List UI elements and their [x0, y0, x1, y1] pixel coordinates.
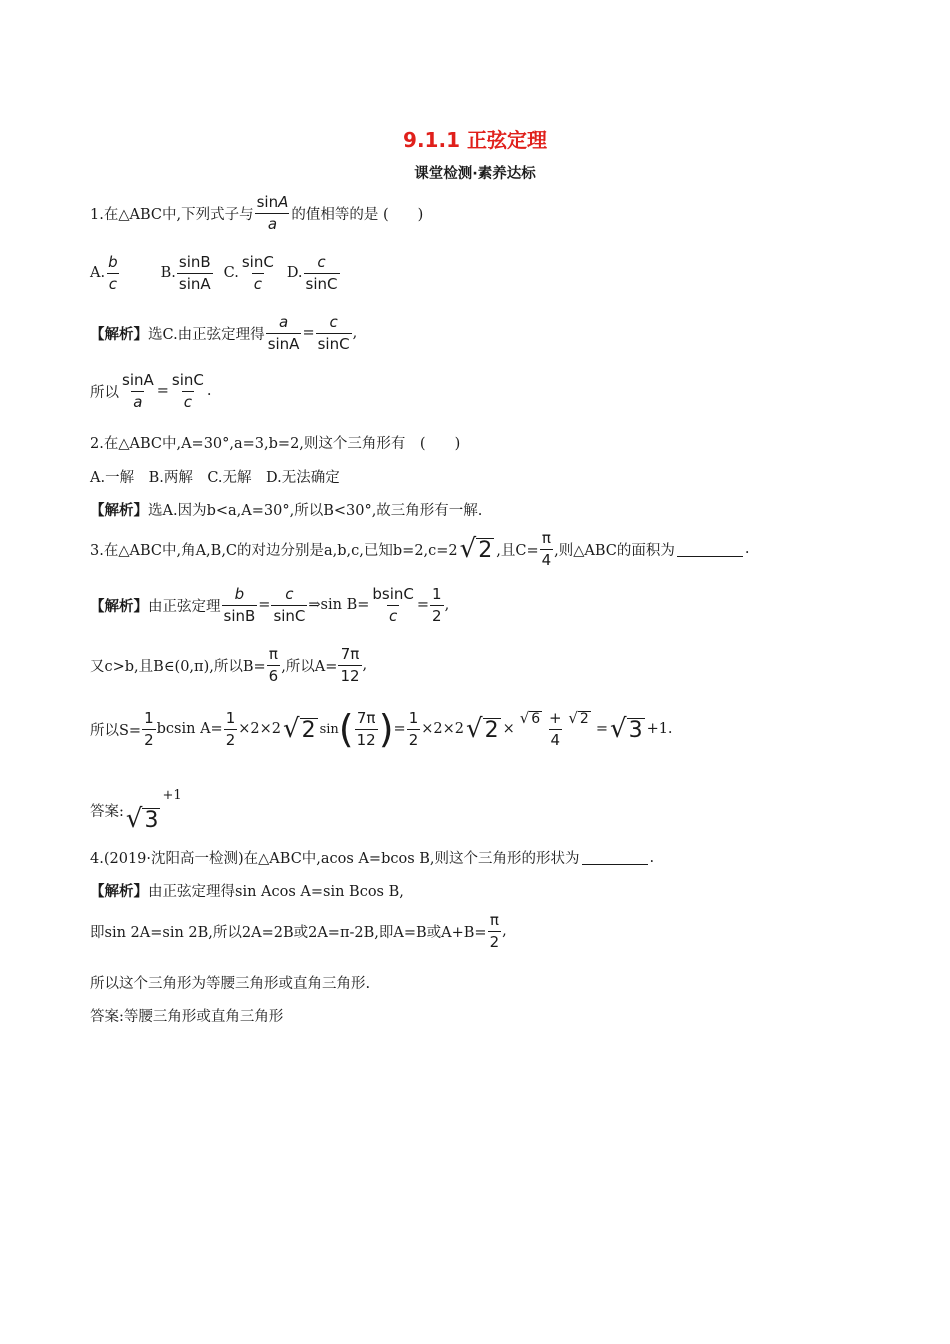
q1-sol2-eq: =	[156, 383, 169, 399]
q3-seven-pi-12	[355, 710, 378, 748]
q2-options: A.一解 B.两解 C.无解 D.无法确定	[90, 470, 340, 486]
q3-sol-f4	[430, 586, 444, 624]
q3-times-2-2-a: ×2×2	[238, 721, 281, 737]
q3-half-1	[142, 710, 156, 748]
q4-line2: 即sin 2A=sin 2B,所以2A=2B或2A=π-2B,即A=B或A+B=	[90, 924, 487, 941]
q3-stem-prefix: 3.在△ABC中,角A,B,C的对边分别是a,b,c,已知b=2,c=2	[90, 542, 458, 559]
q1-frac-num-var: A	[278, 193, 289, 211]
q1-sol-f2-den: sinC	[317, 334, 350, 353]
q3-sqrt-2	[460, 536, 495, 562]
q3-line2-b: ,所以A=	[281, 658, 338, 675]
q3-arrow: ⇒sin B=	[308, 597, 370, 613]
q3-half-1-num: 1	[144, 709, 154, 727]
q3-eq-3: =	[393, 721, 406, 737]
q1-sol-fraction-2	[316, 314, 352, 352]
q1-option-a-label: A.	[90, 265, 106, 281]
q2-solution	[90, 499, 482, 520]
q1-option-d-fraction	[304, 254, 340, 292]
q3-line3-b: bcsin A=	[156, 721, 223, 737]
q3-sol-end: ,	[444, 597, 450, 613]
q3-sol-f3	[370, 586, 415, 624]
q3-sf2-den: sinC	[273, 606, 306, 625]
q1-sol-f1-num: a	[278, 313, 289, 331]
q3-sqrt-2-small-radicand: 2	[579, 710, 589, 727]
q3-solution-text: 由正弦定理	[148, 598, 221, 615]
q4-solution-label: 【解析】	[90, 883, 148, 900]
q3-answer	[90, 788, 182, 832]
q3-right-paren: )	[378, 707, 394, 751]
q3-half-3-den: 2	[408, 730, 419, 749]
q3-sqrt-6	[520, 711, 542, 727]
q3-sf1-den: sinB	[223, 606, 256, 625]
q3-left-paren: (	[338, 707, 354, 751]
q3-solution-1	[90, 586, 449, 624]
sqrt-symbol: √	[459, 534, 477, 564]
q1-option-b-fraction	[177, 254, 213, 292]
q1-frac-den: a	[255, 213, 289, 233]
q3-sqrt-2-c	[466, 716, 501, 742]
q3-times-2-2-b: ×2×2	[421, 721, 464, 737]
q3-sf4-den: 2	[432, 606, 442, 625]
q3-sf4-num: 1	[432, 585, 442, 603]
q3-solution-label: 【解析】	[90, 597, 148, 615]
q1-stem	[90, 194, 423, 232]
q3-solution-3	[90, 707, 673, 751]
q1-solution	[90, 314, 357, 352]
q3-sol-f1	[222, 586, 258, 624]
q1-option-a-fraction	[106, 254, 120, 292]
q4-solution-2	[90, 912, 507, 950]
q3-line2-a: 又c>b,且B∈(0,π),所以B=	[90, 658, 266, 675]
q3-seven-pi-num: 7π	[356, 709, 376, 727]
q3-line3-a: 所以S=	[90, 722, 142, 739]
q4-solution-3: 所以这个三角形为等腰三角形或直角三角形.	[90, 976, 371, 992]
q3-half-1-den: 2	[144, 730, 154, 749]
q3-sf1-num: b	[234, 585, 245, 603]
q1-solution-2	[90, 372, 212, 410]
q3-c-num: π	[541, 529, 551, 547]
q3-b-den: 6	[268, 666, 279, 685]
q3-plus-one: +1.	[646, 721, 673, 737]
q3-sqrt-2-b	[283, 716, 318, 742]
q3-times: ×	[502, 721, 515, 737]
q4-stem	[90, 847, 654, 868]
q1-sol2-fraction-2	[170, 372, 206, 410]
q1-option-d-label: D.	[286, 265, 303, 281]
q3-sin-text: sin	[319, 721, 339, 737]
q1-sol-end: ,	[352, 325, 358, 341]
q3-sqrt-3	[610, 716, 645, 742]
q3-seven-pi-den: 12	[356, 730, 376, 749]
sqrt-symbol: √	[609, 714, 627, 744]
q3-sum-fraction	[516, 710, 595, 748]
sqrt-symbol: √	[465, 714, 483, 744]
q3-sum-num	[516, 710, 595, 729]
q3-a-num: 7π	[340, 645, 360, 663]
q2-solution-text: 选A.因为b<a,A=30°,所以B<30°,故三角形有一解.	[148, 503, 483, 519]
page-title: 9.1.1 正弦定理	[403, 128, 547, 152]
q4-answer-blank	[582, 850, 648, 865]
q3-c-fraction	[540, 530, 554, 568]
q4-solution-text: 由正弦定理得sin Acos A=sin Bcos B,	[148, 884, 404, 900]
q3-sqrt-radicand: 2	[478, 537, 493, 563]
q4-line2-end: ,	[502, 923, 507, 939]
q1-opt-d-den: sinC	[305, 274, 338, 293]
q3-b-num: π	[268, 645, 278, 663]
q1-options	[90, 254, 341, 292]
q1-frac-num: sin	[256, 193, 279, 211]
q3-stem-suffix: ,则△ABC的面积为	[554, 542, 675, 559]
q3-answer-blank	[677, 542, 743, 557]
q1-opt-d-num: c	[317, 253, 326, 271]
q3-sol-f2	[271, 586, 307, 624]
q3-stem	[90, 530, 750, 568]
q4-solution-1	[90, 880, 404, 901]
q1-sol2-f2-den: c	[183, 392, 193, 411]
q3-sol-eq-2: =	[416, 597, 430, 613]
q1-sol-f1-den: sinA	[267, 334, 300, 353]
q1-sol-f2-num: c	[329, 313, 338, 331]
q3-answer-sqrt-3	[126, 806, 161, 832]
q4-stem-end: .	[649, 849, 655, 866]
q3-c-den: 4	[541, 550, 552, 569]
q1-solution-label: 【解析】	[90, 325, 148, 343]
q3-a-fraction	[338, 646, 361, 684]
q4-answer: 答案:等腰三角形或直角三角形	[90, 1009, 284, 1025]
q3-sqrt-2-small	[568, 711, 590, 727]
sqrt-symbol: √	[568, 709, 578, 728]
q3-sqrt-6-radicand: 6	[531, 710, 541, 727]
q2-solution-label: 【解析】	[90, 502, 148, 519]
q1-sol2-prefix: 所以	[90, 384, 119, 401]
q1-sol2-end: .	[206, 383, 212, 399]
q1-opt-a-den: c	[108, 274, 117, 293]
q3-stem-mid: ,且C=	[496, 542, 539, 559]
q1-opt-b-den: sinA	[178, 274, 211, 293]
q3-half-2-num: 1	[225, 709, 236, 727]
q3-sum-den: 4	[550, 730, 561, 749]
q1-sol-eq: =	[302, 325, 315, 341]
q3-answer-sqrt-3-radicand: 3	[144, 807, 159, 833]
q3-line2-end: ,	[362, 657, 368, 673]
q3-answer-plus: +1	[162, 788, 182, 803]
q1-sol2-f2-num: sinC	[171, 371, 204, 389]
q3-sum-plus: +	[548, 709, 562, 727]
q3-half-2	[224, 710, 238, 748]
q4-stem-prefix: 4.(2019·沈阳高一检测)在△ABC中,acos A=bcos B,则这个三角形的形状为	[90, 851, 580, 867]
q4-ab-fraction	[488, 912, 502, 950]
q3-sf3-num: bsinC	[372, 585, 414, 603]
q1-option-c-fraction	[240, 254, 276, 292]
q1-sol2-f1-num: sinA	[122, 371, 154, 389]
q3-sqrt-2-b-radicand: 2	[301, 717, 316, 743]
sqrt-symbol: √	[519, 709, 530, 728]
q4-ab-num: π	[489, 911, 499, 929]
q3-half-2-den: 2	[225, 730, 236, 749]
q3-sf3-den: c	[389, 606, 398, 625]
q1-opt-c-num: sinC	[241, 253, 274, 271]
q3-half-3-num: 1	[408, 709, 419, 727]
page-subtitle: 课堂检测·素养达标	[414, 166, 536, 182]
q3-solution-2	[90, 646, 367, 684]
q3-eq-4: =	[595, 721, 608, 737]
q1-sol-fraction-1	[266, 314, 302, 352]
q3-sqrt-2-c-radicand: 2	[484, 717, 499, 743]
q1-opt-a-num: b	[108, 253, 118, 271]
q3-answer-label: 答案:	[90, 803, 124, 820]
q1-solution-text: 选C.由正弦定理得	[148, 326, 265, 343]
q3-sf2-num: c	[285, 585, 294, 603]
sqrt-symbol: √	[283, 714, 300, 744]
q3-sqrt-3-radicand: 3	[628, 717, 643, 743]
q1-option-b-label: B.	[160, 265, 176, 281]
q4-ab-den: 2	[489, 932, 500, 951]
q3-sol-eq-1: =	[258, 597, 271, 613]
q3-b-fraction	[267, 646, 281, 684]
q2-stem: 2.在△ABC中,A=30°,a=3,b=2,则这个三角形有 ( )	[90, 436, 461, 452]
q3-stem-end: .	[744, 541, 750, 557]
q1-option-c-label: C.	[223, 265, 239, 281]
q3-a-den: 12	[340, 666, 360, 685]
q1-opt-b-num: sinB	[178, 253, 211, 271]
q1-sol2-fraction-1	[120, 372, 156, 410]
q1-stem-fraction	[255, 194, 291, 232]
q1-stem-suffix: 的值相等的是 ( )	[291, 206, 424, 223]
q1-sol2-f1-den: a	[133, 392, 143, 411]
sqrt-symbol: √	[125, 804, 143, 834]
q1-stem-prefix: 1.在△ABC中,下列式子与	[90, 206, 254, 223]
q1-opt-c-den: c	[253, 274, 262, 293]
q3-half-3	[407, 710, 421, 748]
